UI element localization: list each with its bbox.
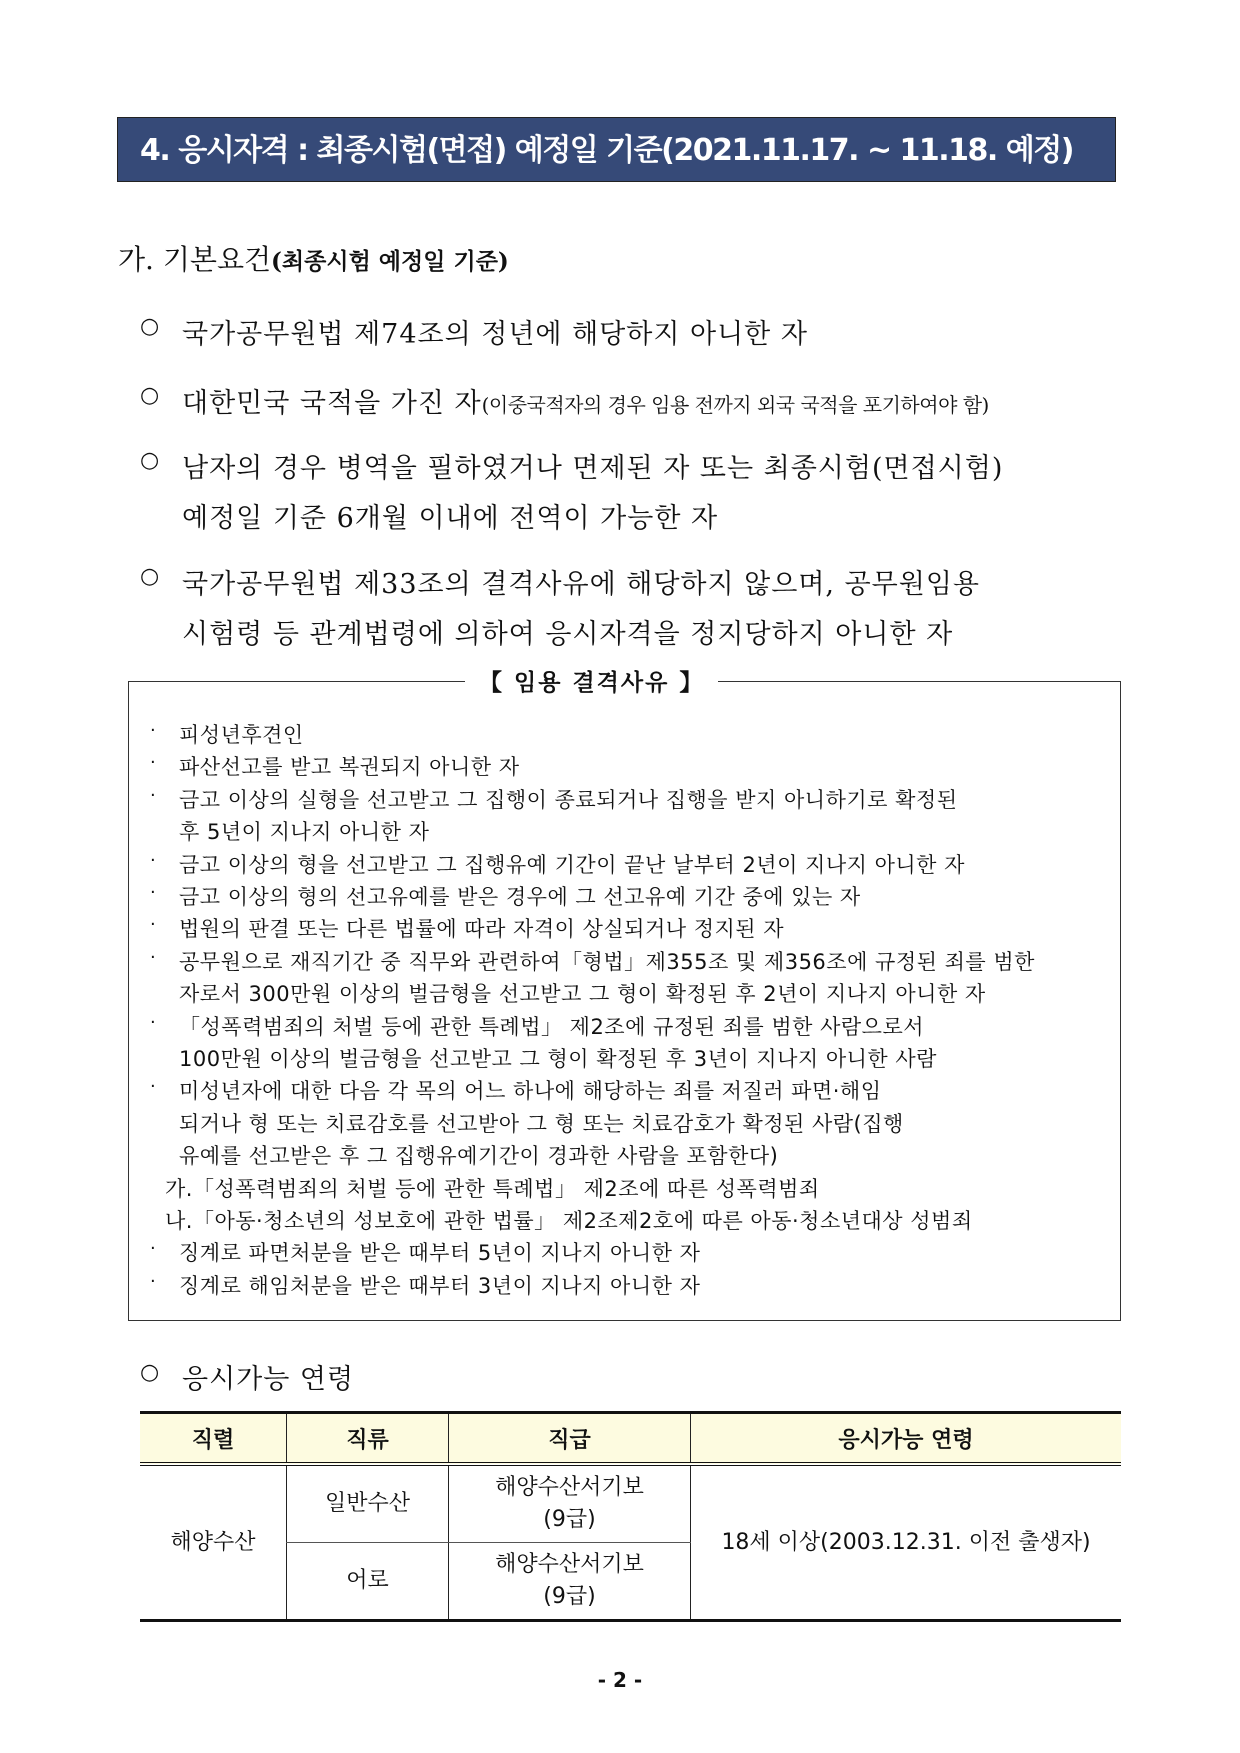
section-header-banner: 4. 응시자격 : 최종시험(면접) 예정일 기준(2021.11.17. ~ 11.18. 예정) <box>117 117 1116 182</box>
col-header: 응시가능 연령 <box>691 1413 1122 1465</box>
disqualification-line: 미성년자에 대한 다음 각 목의 어느 하나에 해당하는 죄를 저질러 파면·해임 <box>179 1079 882 1104</box>
col-header: 직류 <box>287 1413 449 1465</box>
age-section-title: 응시가능 연령 <box>182 1364 355 1395</box>
circle-bullet-icon: ○ <box>140 564 160 589</box>
subsection-title <box>118 238 509 278</box>
disqualification-line: 징계로 해임처분을 받은 때부터 3년이 지나지 아니한 자 <box>179 1273 701 1298</box>
disqualification-line: 파산선고를 받고 복권되지 아니한 자 <box>179 755 520 780</box>
dot-bullet-icon: · <box>150 1076 156 1098</box>
page-number: - 2 - <box>597 1668 643 1692</box>
grade-cell <box>449 1543 691 1621</box>
requirement-item: 남자의 경우 병역을 필하였거나 면제된 자 또는 최종시험(면접시험) <box>182 453 1004 484</box>
disqualification-line: 유예를 선고받은 후 그 집행유예기간이 경과한 사람을 포함한다) <box>179 1144 779 1169</box>
age-cell: 18세 이상(2003.12.31. 이전 출생자) <box>691 1464 1122 1621</box>
requirement-item-cont: 예정일 기준 6개월 이내에 전역이 가능한 자 <box>182 503 719 534</box>
grade-text: 해양수산서기보 <box>495 1552 644 1577</box>
dot-bullet-icon: · <box>150 882 156 903</box>
age-table <box>140 1411 1121 1622</box>
table-header-row <box>140 1413 1121 1465</box>
disqualification-line: 자로서 300만원 이상의 벌금형을 선고받고 그 형이 확정된 후 2년이 지나지 아니한 자 <box>179 982 986 1007</box>
requirement-item <box>182 381 989 420</box>
requirement-note: (이중국적자의 경우 임용 전까지 외국 국적을 포기하여야 함) <box>481 393 989 417</box>
series-cell: 해양수산 <box>140 1464 287 1621</box>
dot-bullet-icon: · <box>150 1011 156 1033</box>
disqualification-line: 금고 이상의 형의 선고유예를 받은 경우에 그 선고유예 기간 중에 있는 자 <box>179 885 861 909</box>
disqualification-line: 100만원 이상의 벌금형을 선고받고 그 형이 확정된 후 3년이 지나지 아니한 사람 <box>179 1047 937 1071</box>
dot-bullet-icon: · <box>150 914 156 936</box>
grade-text: 해양수산서기보 <box>495 1475 644 1500</box>
disqualification-line: 「성폭력범죄의 처벌 등에 관한 특례법」 제2조에 규정된 죄를 범한 사람으로서 <box>179 1014 925 1039</box>
disqualification-line: 법원의 판결 또는 다른 법률에 따라 자격이 상실되거나 정지된 자 <box>179 917 785 942</box>
kind-cell: 어로 <box>287 1543 449 1621</box>
disqualification-line: 후 5년이 지나지 아니한 자 <box>179 820 430 845</box>
disqualification-line: 금고 이상의 실형을 선고받고 그 집행이 종료되거나 집행을 받지 아니하기로 확정된 <box>179 787 958 812</box>
requirement-text: 대한민국 국적을 가진 자 <box>182 388 482 419</box>
disqualification-line: 되거나 형 또는 치료감호를 선고받아 그 형 또는 치료감호가 확정된 사람(집행 <box>179 1111 904 1136</box>
grade-level: (9급) <box>543 1584 596 1609</box>
dot-bullet-icon: · <box>150 1238 156 1260</box>
disqualification-line: 징계로 파면처분을 받은 때부터 5년이 지나지 아니한 자 <box>179 1241 701 1266</box>
disqualification-line: 나.「아동·청소년의 성보호에 관한 법률」 제2조제2호에 따른 아동·청소년대상 성범죄 <box>165 1209 973 1233</box>
dot-bullet-icon: · <box>150 720 156 741</box>
grade-level: (9급) <box>543 1507 596 1532</box>
dot-bullet-icon: · <box>150 1270 156 1292</box>
dot-bullet-icon: · <box>150 849 156 871</box>
circle-bullet-icon: ○ <box>140 448 160 473</box>
requirement-item-cont: 시험령 등 관계법령에 의하여 응시자격을 정지당하지 아니한 자 <box>182 619 954 650</box>
subsection-note: (최종시험 예정일 기준) <box>271 248 509 275</box>
subsection-title-text: 가. 기본요건 <box>118 243 272 276</box>
circle-bullet-icon: ○ <box>140 383 160 408</box>
disqualification-line: 피성년후견인 <box>179 723 304 747</box>
grade-cell <box>449 1464 691 1543</box>
col-header: 직급 <box>449 1413 691 1465</box>
disqualification-line: 금고 이상의 형을 선고받고 그 집행유예 기간이 끝난 날부터 2년이 지나지 아니한 자 <box>179 852 965 877</box>
dot-bullet-icon: · <box>150 946 156 968</box>
dot-bullet-icon: · <box>150 752 156 774</box>
disqualification-line: 가.「성폭력범죄의 처벌 등에 관한 특례법」 제2조에 따른 성폭력범죄 <box>165 1176 820 1201</box>
requirement-item: 국가공무원법 제74조의 정년에 해당하지 아니한 자 <box>182 319 808 350</box>
col-header: 직렬 <box>140 1413 287 1465</box>
disqualification-title: 【 임용 결격사유 】 <box>465 664 718 697</box>
kind-cell: 일반수산 <box>287 1464 449 1543</box>
requirement-item: 국가공무원법 제33조의 결격사유에 해당하지 않으며, 공무원임용 <box>182 569 980 600</box>
disqualification-line: 공무원으로 재직기간 중 직무와 관련하여「형법」제355조 및 제356조에 규정된 죄를 범한 <box>179 949 1035 974</box>
circle-bullet-icon: ○ <box>140 314 160 339</box>
dot-bullet-icon: · <box>150 784 156 806</box>
circle-bullet-icon: ○ <box>140 1360 160 1385</box>
table-row <box>140 1464 1121 1543</box>
